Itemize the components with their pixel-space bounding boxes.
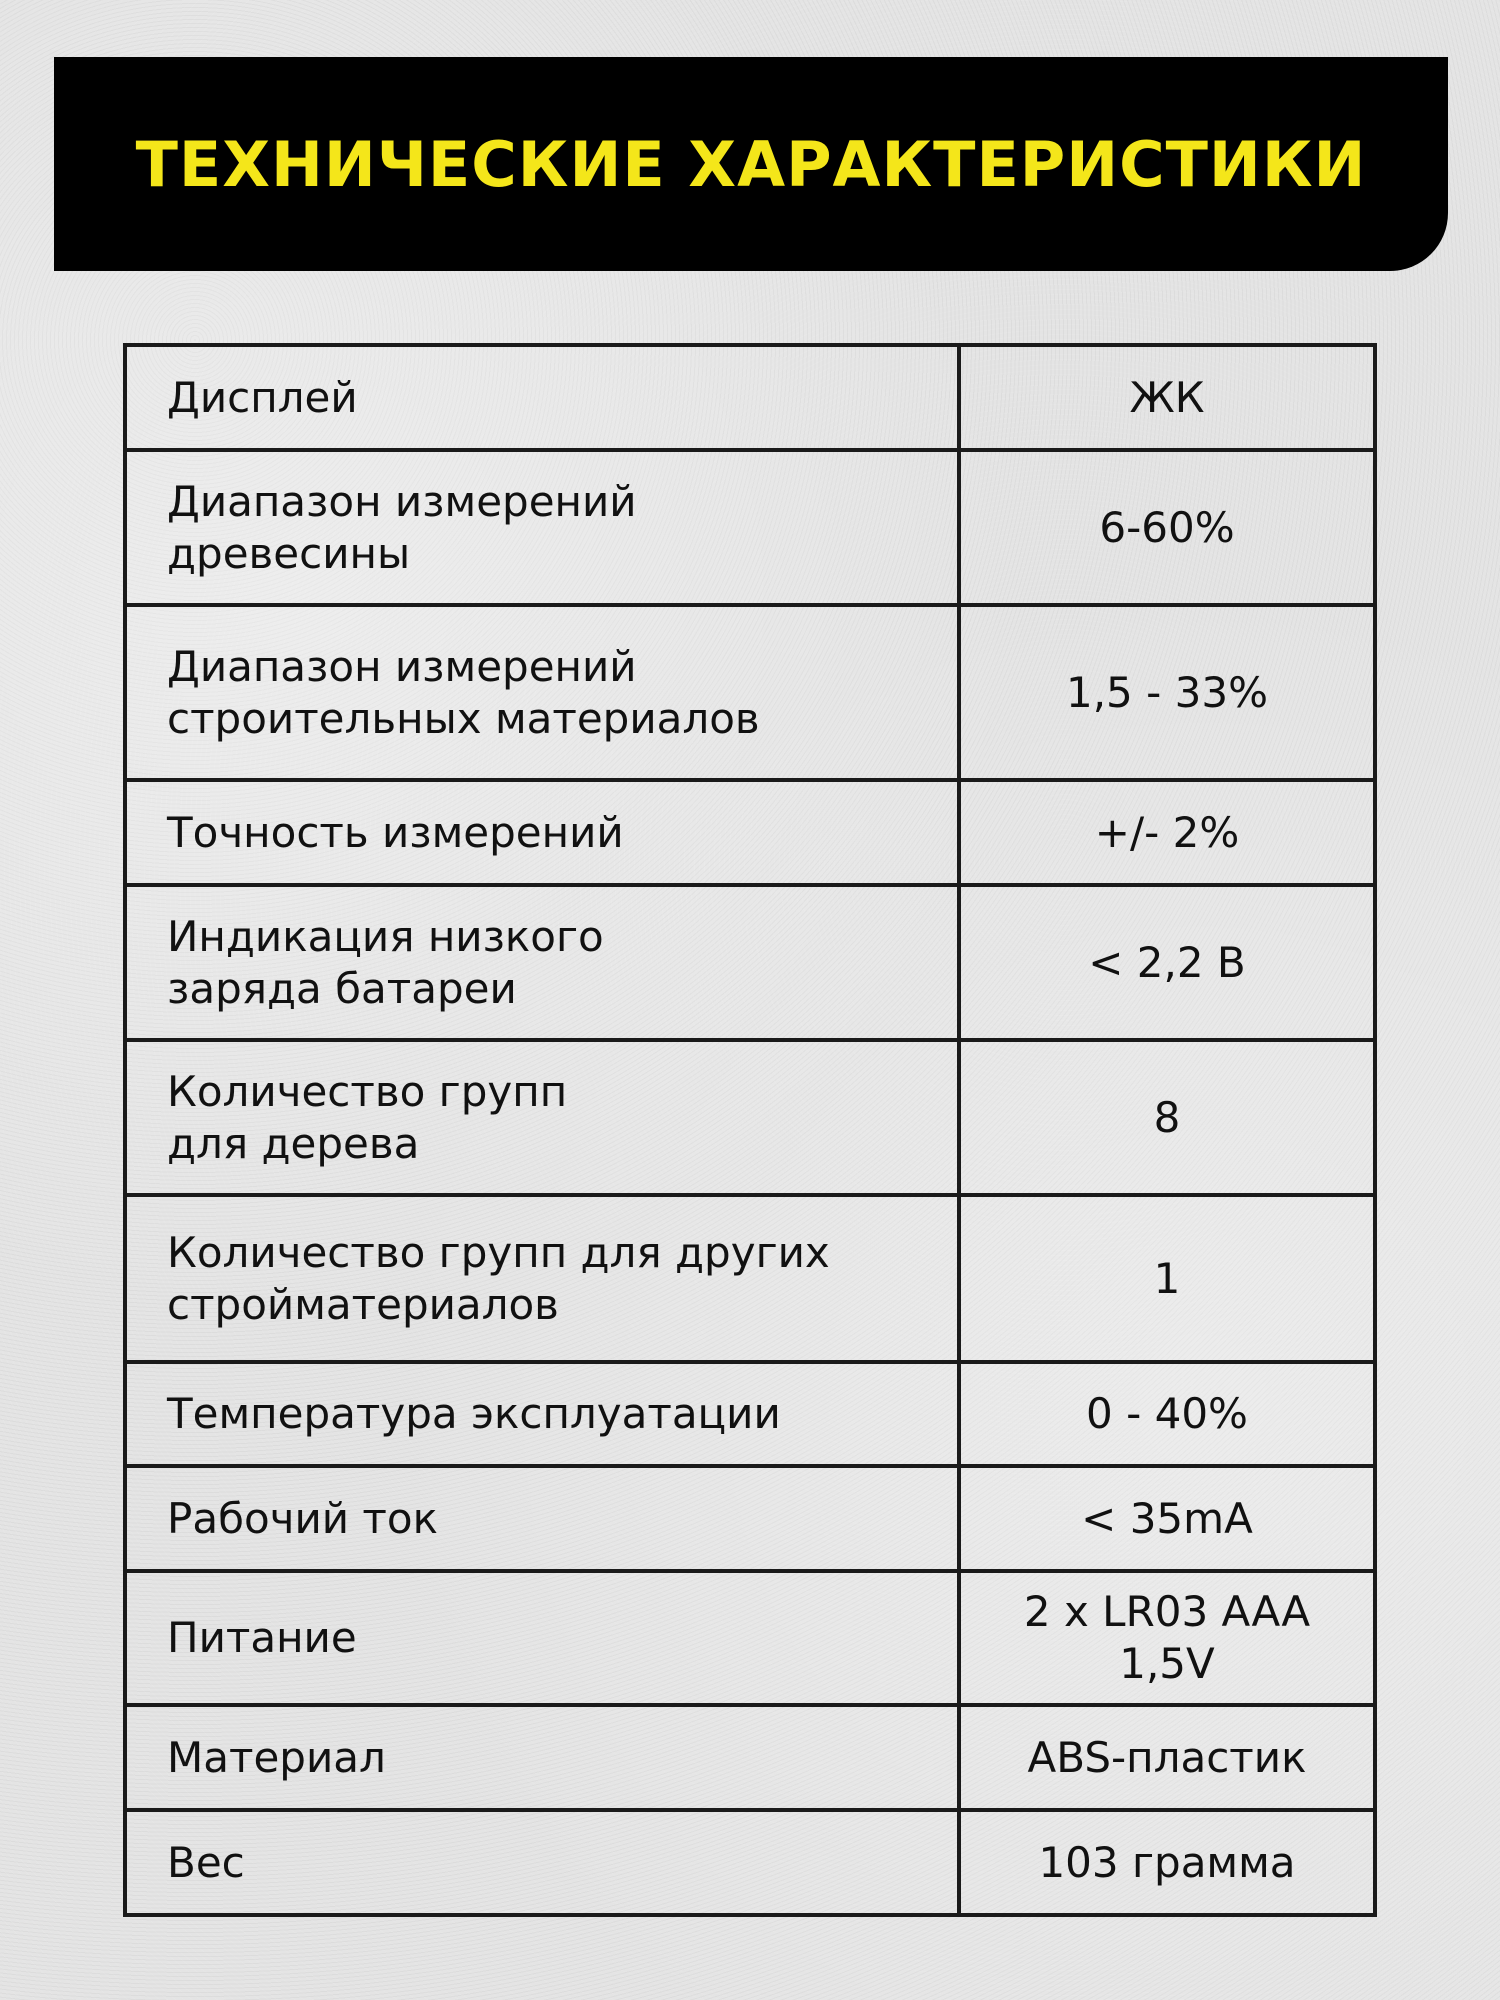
specifications-table — [123, 343, 1377, 1917]
table-row — [125, 1705, 1375, 1810]
spec-value-low-battery: < 2,2 В — [959, 885, 1375, 1040]
page-title: ТЕХНИЧЕСКИЕ ХАРАКТЕРИСТИКИ — [135, 127, 1367, 201]
spec-param-material: Материал — [125, 1705, 959, 1810]
spec-value-accuracy: +/- 2% — [959, 780, 1375, 885]
table-row — [125, 450, 1375, 605]
spec-value-temperature: 0 - 40% — [959, 1362, 1375, 1466]
table-row — [125, 1040, 1375, 1195]
spec-param-other-groups: Количество групп для других стройматериалов — [125, 1195, 959, 1362]
table-row — [125, 605, 1375, 780]
spec-value-material: ABS-пластик — [959, 1705, 1375, 1810]
spec-param-current: Рабочий ток — [125, 1466, 959, 1571]
spec-param-accuracy: Точность измерений — [125, 780, 959, 885]
spec-value-display: ЖК — [959, 345, 1375, 450]
spec-param-wood-groups: Количество групп для дерева — [125, 1040, 959, 1195]
table-row — [125, 1466, 1375, 1571]
spec-param-temperature: Температура эксплуатации — [125, 1362, 959, 1466]
spec-param-power: Питание — [125, 1571, 959, 1705]
spec-value-power: 2 x LR03 AAA 1,5V — [959, 1571, 1375, 1705]
spec-param-display: Дисплей — [125, 345, 959, 450]
spec-param-low-battery: Индикация низкого заряда батареи — [125, 885, 959, 1040]
spec-value-wood-groups: 8 — [959, 1040, 1375, 1195]
header-banner — [54, 57, 1448, 271]
spec-value-wood-range: 6-60% — [959, 450, 1375, 605]
table-row — [125, 1362, 1375, 1466]
table-row — [125, 345, 1375, 450]
spec-param-weight: Вес — [125, 1810, 959, 1915]
spec-param-wood-range: Диапазон измерений древесины — [125, 450, 959, 605]
spec-value-current: < 35mA — [959, 1466, 1375, 1571]
table-row — [125, 1571, 1375, 1705]
table-row — [125, 1195, 1375, 1362]
spec-value-building-range: 1,5 - 33% — [959, 605, 1375, 780]
table-row — [125, 780, 1375, 885]
spec-value-weight: 103 грамма — [959, 1810, 1375, 1915]
spec-value-other-groups: 1 — [959, 1195, 1375, 1362]
table-row — [125, 1810, 1375, 1915]
spec-param-building-range: Диапазон измерений строительных материалов — [125, 605, 959, 780]
table-row — [125, 885, 1375, 1040]
